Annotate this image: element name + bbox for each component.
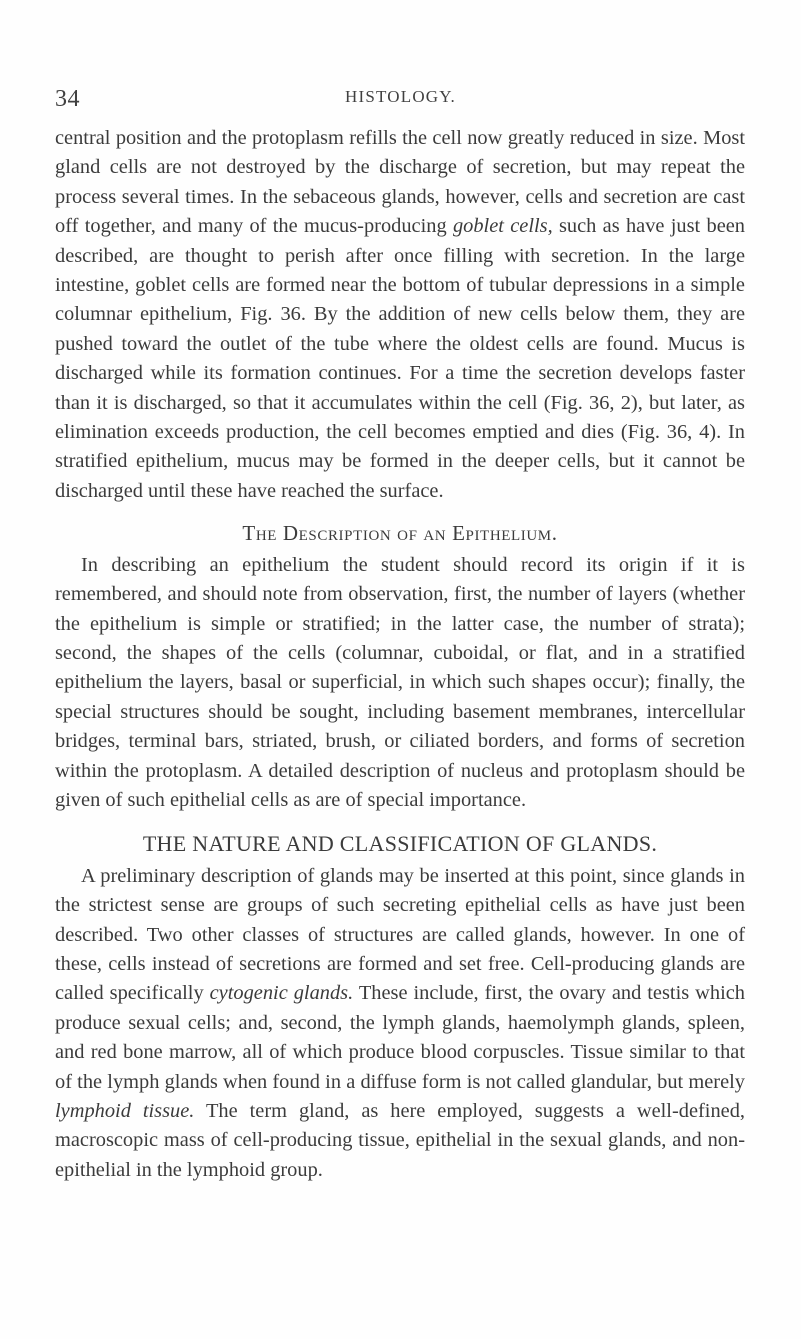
paragraph-continuation xyxy=(55,124,745,506)
paragraph-text: The term gland, as here employed, suggests a well-defined, macroscopic mass of cell-producing tissue, epithelial in the sexual glands, and non-epithelial in the lymphoid group. xyxy=(55,1100,745,1181)
paragraph-text: central position and the protoplasm refills the cell now greatly reduced in size. Most gland cells are not destroyed by the discharge of secretion, but may repeat the process several times. In the sebaceous glands, however, cells and secretion are cast off together, and many of the mucus-producing xyxy=(55,127,745,238)
running-head xyxy=(0,86,801,112)
paragraph-text: These include, first, the ovary and testis which produce sexual cells; and, second, the lymph glands, haemolymph glands, spleen, and red bone marrow, all of which produce blood corpuscles. Tissue similar to that of the lymph glands when found in a diffuse form is not called glandular, but merely xyxy=(55,982,745,1093)
paragraph-text: such as have just been described, are thought to perish after once filling with secretion. In the large intestine, goblet cells are formed near the bottom of tubular depressions in a simple columnar epithelium, Fig. 36. By the addition of new cells below them, they are pushed toward the outlet of the tube where the oldest cells are found. Mucus is discharged while its formation continues. For a time the secretion develops faster than it is discharged, so that it accumulates within the cell (Fig. 36, 2), but later, as elimination exceeds production, the cell becomes emptied and dies (Fig. 36, 4). In stratified epithelium, mucus may be formed in the deeper cells, but it cannot be discharged until these have reached the surface. xyxy=(55,215,745,502)
paragraph-text: A preliminary description of glands may be inserted at this point, since glands in the strictest sense are groups of such secreting epithelial cells as have just been described. Two other classes of structures are called glands, however. In one of these, cells instead of secretions are formed and set free. Cell-producing glands are called specifically xyxy=(55,864,745,1005)
italic-term: lymphoid tissue. xyxy=(55,1100,195,1122)
italic-term: cytogenic glands. xyxy=(209,982,354,1005)
body-text xyxy=(55,124,745,1185)
paragraph-description: In describing an epithelium the student should record its origin if it is remembered, and should note from observation, first, the number of layers (whether the epithelium is simple or stratified; in the latter case, the number of strata); second, the shapes of the cells (columnar, cuboidal, or flat, and in a stratified epithelium the layers, basal or superficial, in which such shapes occur); finally, the special structures should be sought, including basement membranes, intercellular bridges, terminal bars, striated, brush, or ciliated borders, and forms of secretion within the protoplasm. A detailed description of nucleus and protoplasm should be given of such epithelial cells as are of special importance. xyxy=(55,553,745,811)
page-number: 34 xyxy=(55,86,80,112)
section-heading-description: The Description of an Epithelium. xyxy=(242,521,558,546)
italic-term: goblet cells, xyxy=(452,215,553,238)
running-title: HISTOLOGY. xyxy=(344,87,457,106)
section-heading-glands: THE NATURE AND CLASSIFICATION OF GLANDS. xyxy=(142,831,658,857)
paragraph-glands xyxy=(55,862,745,1185)
